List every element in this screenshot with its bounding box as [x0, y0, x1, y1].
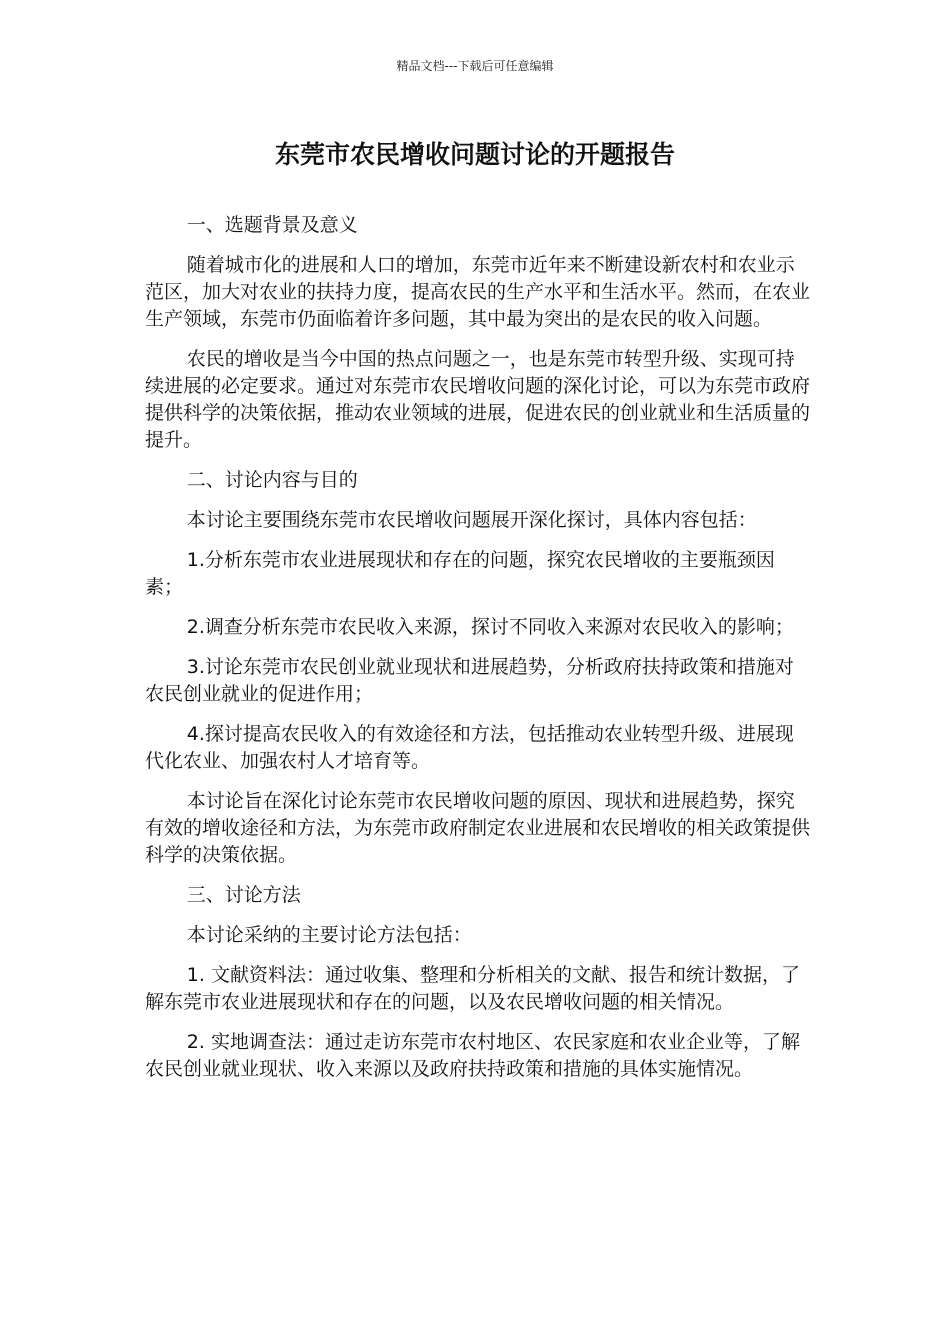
paragraph-background-2: 农民的增收是当今中国的热点问题之一，也是东莞市转型升级、实现可持续进展的必定要求。通过对东莞市农民增收问题的深化讨论，可以为东莞市政府提供科学的决策依据，推动农业领域的进展，促进农民的创业就业和生活质量的提升。 [145, 348, 811, 451]
document-body [145, 212, 810, 1096]
document-title: 东莞市农民增收问题讨论的开题报告 [274, 140, 675, 169]
list-item-content-3: 3.讨论东莞市农民创业就业现状和进展趋势，分析政府扶持政策和措施对农民创业就业的促进作用； [145, 656, 794, 705]
paragraph-purpose: 本讨论旨在深化讨论东莞市农民增收问题的原因、现状和进展趋势，探究有效的增收途径和方法，为东莞市政府制定农业进展和农民增收的相关政策提供科学的决策依据。 [145, 790, 811, 866]
section-heading-background: 一、选题背景及意义 [186, 214, 358, 236]
paragraph-content-intro: 本讨论主要围绕东莞市农民增收问题展开深化探讨，具体内容包括： [186, 509, 757, 531]
list-item-method-1: 1. 文献资料法：通过收集、整理和分析相关的文献、报告和统计数据，了解东莞市农业进展现状和存在的问题，以及农民增收问题的相关情况。 [145, 964, 800, 1013]
section-heading-methods: 三、讨论方法 [186, 884, 301, 906]
section-heading-content-purpose: 二、讨论内容与目的 [186, 469, 358, 491]
header-note: 精品文档---下载后可任意编辑 [396, 59, 554, 73]
list-item-method-2: 2. 实地调查法：通过走访东莞市农村地区、农民家庭和农业企业等，了解农民创业就业现状、收入来源以及政府扶持政策和措施的具体实施情况。 [145, 1031, 800, 1080]
paragraph-background-1: 随着城市化的进展和人口的增加，东莞市近年来不断建设新农村和农业示范区，加大对农业的扶持力度，提高农民的生产水平和生活水平。然而，在农业生产领域，东莞市仍面临着许多问题，其中最为突出的是农民的收入问题。 [145, 254, 811, 330]
list-item-content-4: 4.探讨提高农民收入的有效途径和方法，包括推动农业转型升级、进展现代化农业、加强农村人才培育等。 [145, 723, 794, 772]
list-item-content-1: 1.分析东莞市农业进展现状和存在的问题，探究农民增收的主要瓶颈因素； [145, 549, 775, 598]
list-item-content-2: 2.调查分析东莞市农民收入来源，探讨不同收入来源对农民收入的影响； [186, 616, 794, 638]
paragraph-methods-intro: 本讨论采纳的主要讨论方法包括： [186, 924, 472, 946]
